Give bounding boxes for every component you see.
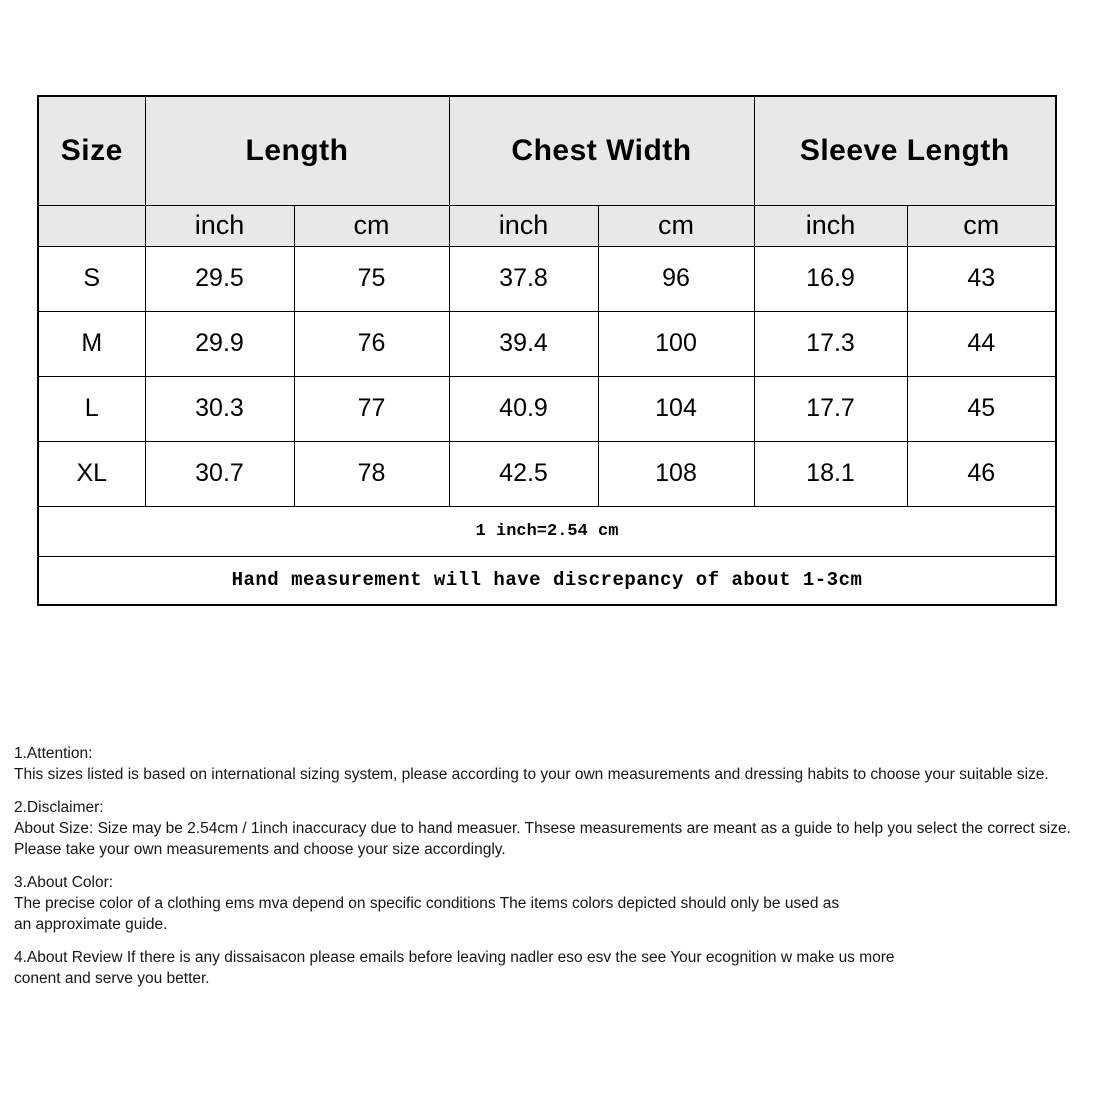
value-cell: 37.8 <box>449 246 598 311</box>
size-cell: XL <box>38 441 145 506</box>
value-cell: 46 <box>907 441 1056 506</box>
notes-section <box>14 743 1094 1001</box>
table-header-row <box>38 96 1056 205</box>
value-cell: 17.7 <box>754 376 907 441</box>
value-cell: 104 <box>598 376 754 441</box>
size-chart-table <box>37 95 1057 606</box>
note-about-color <box>14 872 1094 935</box>
value-cell: 75 <box>294 246 449 311</box>
value-cell: 43 <box>907 246 1056 311</box>
table-row-s <box>38 246 1056 311</box>
conversion-note-row <box>38 506 1056 556</box>
value-cell: 78 <box>294 441 449 506</box>
value-cell: 100 <box>598 311 754 376</box>
value-cell: 77 <box>294 376 449 441</box>
value-cell: 96 <box>598 246 754 311</box>
note-line: Please take your own measurements and choose your size accordingly. <box>14 841 506 858</box>
unit-cell-chest-cm: cm <box>598 205 754 246</box>
note-line: The precise color of a clothing ems mva depend on specific conditions The items colors depicted should only be used as <box>14 895 840 912</box>
value-cell: 76 <box>294 311 449 376</box>
note-heading: 1.Attention: <box>14 745 93 762</box>
measurement-note: Hand measurement will have discrepancy of about 1-3cm <box>38 556 1056 605</box>
measurement-note-row <box>38 556 1056 605</box>
value-cell: 39.4 <box>449 311 598 376</box>
note-heading: 2.Disclaimer: <box>14 799 104 816</box>
column-header-length: Length <box>145 96 449 205</box>
column-header-size: Size <box>38 96 145 205</box>
unit-cell-chest-inch: inch <box>449 205 598 246</box>
column-header-sleeve-length: Sleeve Length <box>754 96 1056 205</box>
value-cell: 17.3 <box>754 311 907 376</box>
note-heading: 3.About Color: <box>14 874 114 891</box>
unit-cell-sleeve-cm: cm <box>907 205 1056 246</box>
unit-cell-empty <box>38 205 145 246</box>
note-line: conent and serve you better. <box>14 970 210 987</box>
value-cell: 30.7 <box>145 441 294 506</box>
note-line: About Size: Size may be 2.54cm / 1inch inaccuracy due to hand measuer. Thsese measurements are meant as a guide to help you select the correct size. <box>14 820 1071 837</box>
value-cell: 45 <box>907 376 1056 441</box>
value-cell: 30.3 <box>145 376 294 441</box>
note-line: 4.About Review If there is any dissaisacon please emails before leaving nadler eso esv the see Your ecognition w make us more <box>14 949 895 966</box>
value-cell: 29.9 <box>145 311 294 376</box>
table-row-l <box>38 376 1056 441</box>
size-cell: L <box>38 376 145 441</box>
value-cell: 42.5 <box>449 441 598 506</box>
note-line: This sizes listed is based on international sizing system, please according to your own measurements and dressing habits to choose your suitable size. <box>14 766 1049 783</box>
conversion-note: 1 inch=2.54 cm <box>38 506 1056 556</box>
column-header-chest-width: Chest Width <box>449 96 754 205</box>
table-unit-row <box>38 205 1056 246</box>
value-cell: 18.1 <box>754 441 907 506</box>
note-attention <box>14 743 1094 785</box>
unit-cell-length-cm: cm <box>294 205 449 246</box>
table-row-xl <box>38 441 1056 506</box>
unit-cell-length-inch: inch <box>145 205 294 246</box>
value-cell: 108 <box>598 441 754 506</box>
note-about-review <box>14 947 1094 989</box>
size-cell: S <box>38 246 145 311</box>
note-line: an approximate guide. <box>14 916 168 933</box>
value-cell: 29.5 <box>145 246 294 311</box>
unit-cell-sleeve-inch: inch <box>754 205 907 246</box>
note-disclaimer <box>14 797 1094 860</box>
value-cell: 40.9 <box>449 376 598 441</box>
value-cell: 44 <box>907 311 1056 376</box>
table-row-m <box>38 311 1056 376</box>
value-cell: 16.9 <box>754 246 907 311</box>
size-cell: M <box>38 311 145 376</box>
